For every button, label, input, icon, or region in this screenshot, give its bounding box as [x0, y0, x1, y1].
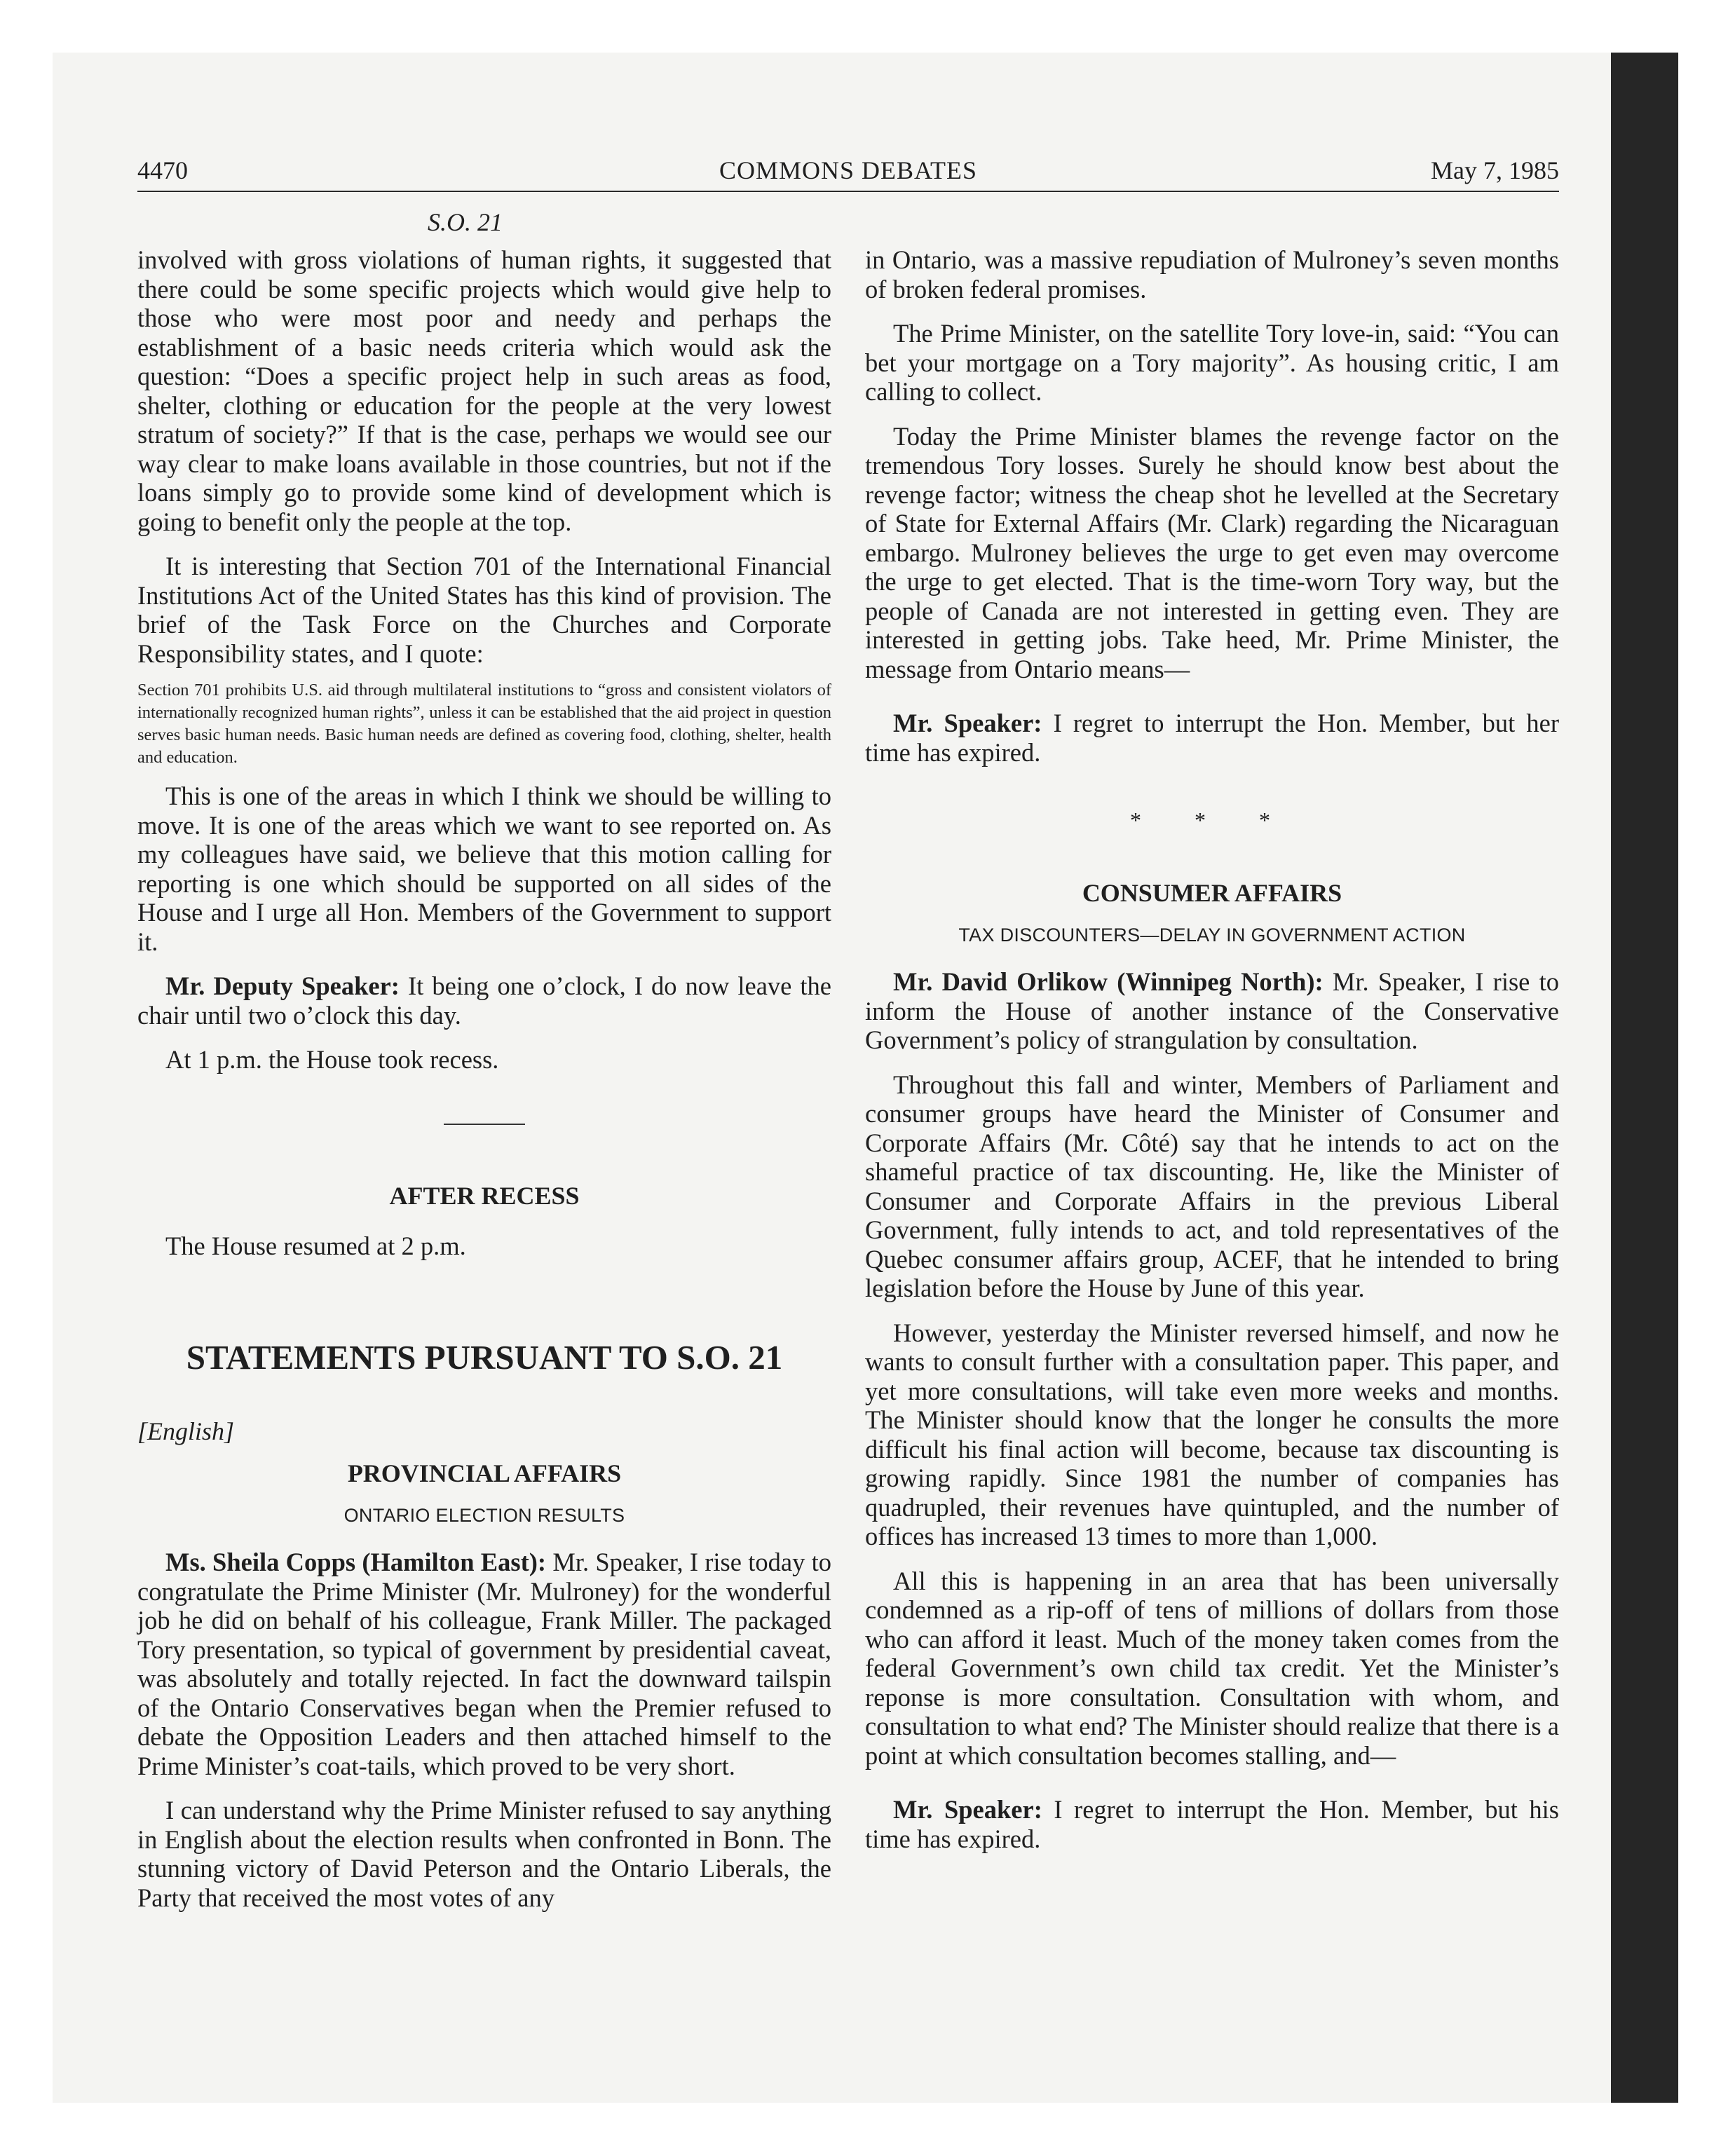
speech-text: I regret to interrupt the Hon. Member, but his time has expired. [865, 1795, 1559, 1853]
speech-text: Mr. Speaker, I rise today to congratulate the Prime Minister (Mr. Mulroney) for the wonderful job he did on behalf of his colleague, Frank Miller. The packaged Tory presentation, so typical of government by presidential caveat, was absolutely and totally rejected. In fact the downward tailspin of the Ontario Conservatives began when the Premier refused to debate the Opposition Leaders and then attached himself to the Prime Minister’s coat-tails, which proved to be very short. [137, 1548, 831, 1780]
right-column [865, 245, 1559, 1869]
speech-text: It being one o’clock, I do now leave the chair until two o’clock this day. [137, 971, 831, 1030]
block-quote: Section 701 prohibits U.S. aid through multilateral institutions to “gross and consistent violators of internationally recognized human rights”, unless it can be established that the aid project in question serves basic human needs. Basic human needs are defined as covering food, clothing, shelter, health and education. [137, 681, 831, 767]
paragraph: in Ontario, was a massive repudiation of Mulroney’s seven months of broken federal promises. [865, 245, 1559, 303]
page-date: May 7, 1985 [1431, 156, 1559, 184]
paragraph: This is one of the areas in which I think we should be willing to move. It is one of the areas which we want to see reported on. As my colleagues have said, we believe that this motion calling for reporting is one which should be supported on all sides of the House and I urge all Hon. Members of the Government to support it. [137, 782, 831, 956]
speech-copps [137, 1548, 831, 1780]
paragraph: Today the Prime Minister blames the revenge factor on the tremendous Tory losses. Surely he should know best about the revenge factor; witness the cheap shot he levelled at the Secretary of State for External Affairs (Mr. Clark) regarding the Nicaraguan embargo. Mulroney believes the urge to get even may overcome the urge to get elected. That is the time-worn Tory way, but the people of Canada are not interested in getting even. They are interested in getting jobs. Take heed, Mr. Prime Minister, the message from Ontario means— [865, 421, 1559, 683]
speech-speaker [865, 709, 1559, 767]
paragraph: Throughout this fall and winter, Members of Parliament and consumer groups have heard the Minister of Consumer and Corporate Affairs (Mr. Côté) say that he intends to act on the shameful practice of tax discounting. He, like the Minister of Consumer and Corporate Affairs in the previous Liberal Government, fully intends to act, and told representatives of the Quebec consumer affairs group, ACEF, that he intended to bring legislation before the House by June of this year. [865, 1070, 1559, 1302]
tax-discounters-subheading: TAX DISCOUNTERS—DELAY IN GOVERNMENT ACTION [958, 925, 1466, 946]
speaker-label: Ms. Sheila Copps (Hamilton East): [165, 1548, 547, 1576]
ontario-election-subheading: ONTARIO ELECTION RESULTS [343, 1505, 625, 1526]
paragraph: It is interesting that Section 701 of the International Financial Institutions Act of the United States has this kind of provision. The brief of the Task Force on the Churches and Corporate Responsibility states, and I quote: [137, 552, 831, 668]
speech-orlikow [865, 967, 1559, 1055]
recess-note: At 1 p.m. the House took recess. [165, 1045, 499, 1074]
section-marker: S.O. 21 [428, 208, 503, 236]
consumer-affairs-heading: CONSUMER AFFAIRS [1082, 879, 1342, 907]
statements-heading: STATEMENTS PURSUANT TO S.O. 21 [186, 1338, 783, 1377]
after-recess-heading: AFTER RECESS [389, 1181, 580, 1210]
section-separator-stars: * * * [1130, 807, 1294, 833]
publication-title: COMMONS DEBATES [719, 156, 978, 184]
page-number: 4470 [137, 156, 188, 184]
resumed-note: The House resumed at 2 p.m. [165, 1231, 466, 1260]
page-header [137, 156, 1559, 192]
provincial-affairs-heading: PROVINCIAL AFFAIRS [347, 1459, 622, 1487]
paragraph: involved with gross violations of human rights, it suggested that there could be some specific projects which would give help to those who were most poor and needy and perhaps the establishment of a basic needs criteria which would ask the question: “Does a specific project help in such areas as food, shelter, clothing or education for the people at the very lowest stratum of society?” If that is the case, perhaps we would see our way clear to make loans available in those countries, but not if the loans simply go to provide some kind of development which is going to benefit only the people at the top. [137, 245, 831, 536]
speech-deputy-speaker [137, 971, 831, 1030]
speaker-label: Mr. Deputy Speaker: [165, 971, 400, 1000]
scan-edge [1611, 53, 1678, 2103]
speaker-label: Mr. Speaker: [893, 709, 1042, 737]
language-tag: [English] [137, 1417, 235, 1445]
left-column [137, 245, 831, 1928]
paragraph: The Prime Minister, on the satellite Tory love-in, said: “You can bet your mortgage on a Tory majority”. As housing critic, I am calling to collect. [865, 319, 1559, 406]
speaker-label: Mr. David Orlikow (Winnipeg North): [893, 967, 1324, 996]
paragraph: However, yesterday the Minister reversed himself, and now he wants to consult further with a consultation paper. This paper, and yet more consultations, will take even more weeks and months. The Minister should know that the longer he consults the more difficult his final action will become, because tax discounting is growing rapidly. Since 1981 the number of companies has quadrupled, their revenues have quintupled, and the number of offices has increased 13 times to more than 1,000. [865, 1318, 1559, 1550]
paragraph: I can understand why the Prime Minister refused to say anything in English about the election results when confronted in Bonn. The stunning victory of David Peterson and the Ontario Liberals, the Party that received the most votes of any [137, 1796, 831, 1912]
speech-text: Mr. Speaker, I rise to inform the House of another instance of the Conservative Government’s policy of strangulation by consultation. [865, 967, 1559, 1054]
speech-speaker [865, 1795, 1559, 1853]
paragraph: All this is happening in an area that has been universally condemned as a rip-off of tens of millions of dollars from those who can afford it least. Much of the money taken comes from the federal Government’s own child tax credit. Yet the Minister’s reponse is more consultation. Consultation with whom, and consultation to what end? The Minister should realize that there is a point at which consultation becomes stalling, and— [865, 1566, 1559, 1770]
section-divider [444, 1124, 525, 1125]
speaker-label: Mr. Speaker: [893, 1795, 1042, 1824]
speech-text: I regret to interrupt the Hon. Member, but her time has expired. [865, 709, 1559, 767]
